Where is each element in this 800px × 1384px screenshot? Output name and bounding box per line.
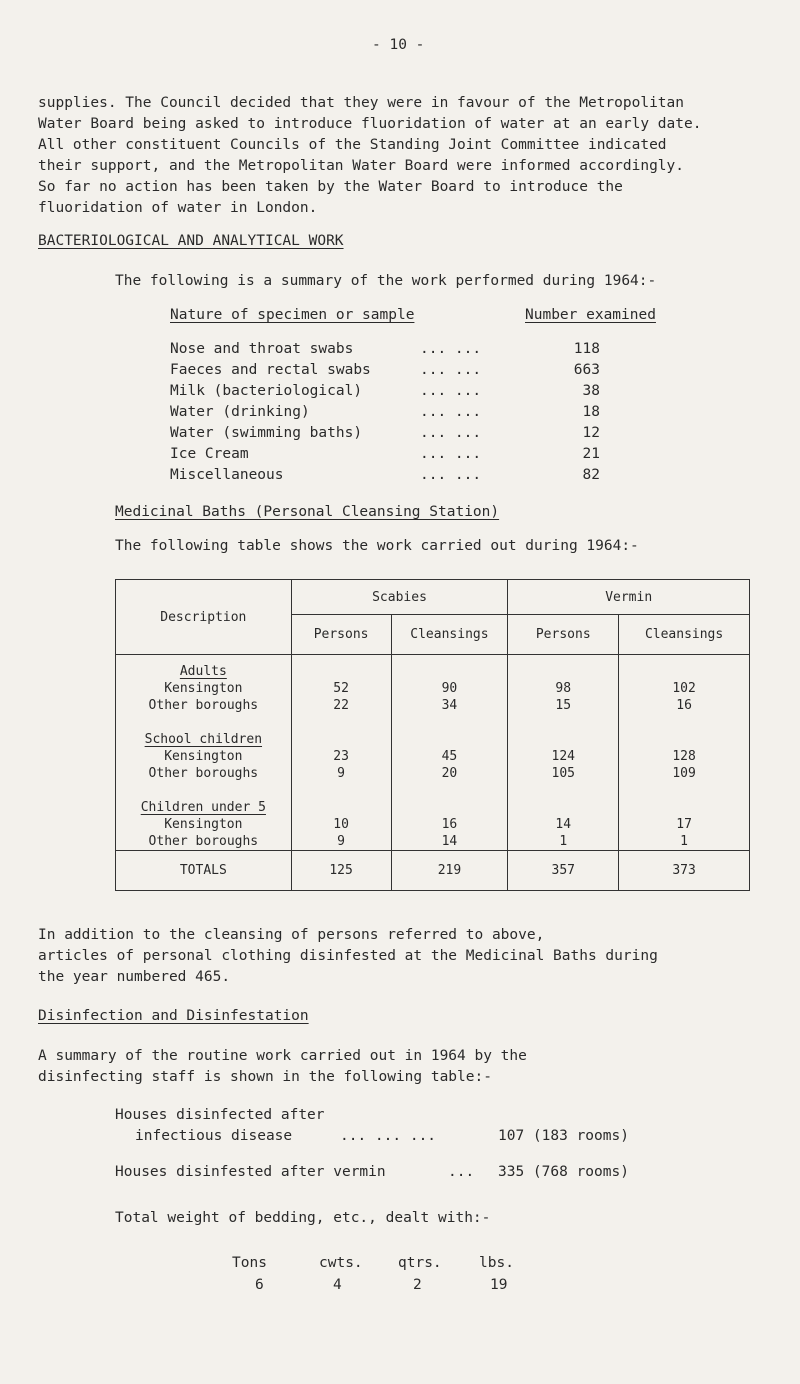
baths-intro: The following table shows the work carried out during 1964:- — [115, 538, 639, 554]
cell-value: 20 — [441, 766, 458, 781]
row-label: Kensington — [164, 817, 243, 832]
page-number: - 10 - — [372, 37, 425, 53]
cell-value: 9 — [337, 766, 345, 781]
cell-value: 16 — [676, 698, 692, 713]
houses-disinfected-label-cont: infectious disease — [135, 1128, 293, 1144]
cell-value: 15 — [555, 698, 572, 713]
specimen-count: 118 — [573, 341, 600, 357]
specimen-name: Miscellaneous — [170, 467, 284, 483]
total-value: 219 — [391, 851, 508, 891]
cell-value: 98 — [555, 681, 572, 696]
scabies-header: Scabies — [291, 580, 508, 615]
total-value: 373 — [619, 851, 750, 891]
houses-disinfected-label: Houses disinfected after — [115, 1107, 325, 1123]
specimen-count: 663 — [573, 362, 600, 378]
nature-column-header: Nature of specimen or sample — [170, 307, 415, 323]
specimen-count: 18 — [582, 404, 600, 420]
leader-dots: ... ... — [420, 341, 482, 357]
weight-unit: Tons — [232, 1255, 267, 1271]
cell-value: 14 — [441, 834, 458, 849]
total-value: 357 — [508, 851, 619, 891]
group-title: School children — [144, 732, 263, 747]
weight-value: 6 — [255, 1277, 264, 1293]
vermin-header: Vermin — [508, 580, 750, 615]
weight-unit: lbs. — [479, 1255, 514, 1271]
group-title: Children under 5 — [140, 800, 266, 815]
number-column-header: Number examined — [525, 307, 656, 323]
disinfection-heading: Disinfection and Disinfestation — [38, 1008, 309, 1024]
leader-dots: ... ... — [420, 404, 482, 420]
vermin-persons-column — [508, 655, 619, 851]
cell-value: 23 — [333, 749, 349, 764]
cell-value: 1 — [559, 834, 568, 849]
specimen-name: Milk (bacteriological) — [170, 383, 363, 399]
cell-value: 124 — [551, 749, 575, 764]
specimen-count: 21 — [582, 446, 600, 462]
weight-value: 4 — [333, 1277, 342, 1293]
houses-disinfected-value: 107 (183 rooms) — [498, 1128, 629, 1144]
row-label: Other boroughs — [148, 834, 259, 849]
specimen-name: Nose and throat swabs — [170, 341, 354, 357]
baths-heading: Medicinal Baths (Personal Cleansing Station) — [115, 504, 500, 520]
leader-dots: ... ... — [420, 383, 482, 399]
cell-value: 1 — [680, 834, 688, 849]
leader-dots: ... ... — [420, 362, 482, 378]
houses-disinfested-label: Houses disinfested after vermin — [115, 1164, 386, 1180]
description-header: Description — [116, 580, 292, 655]
totals-label: TOTALS — [116, 851, 292, 891]
cell-value: 128 — [672, 749, 696, 764]
cell-value: 22 — [333, 698, 349, 713]
weight-unit: qtrs. — [398, 1255, 442, 1271]
specimen-name: Water (drinking) — [170, 404, 310, 420]
vermin-cleansings-header: Cleansings — [619, 615, 750, 655]
specimen-name: Ice Cream — [170, 446, 249, 462]
cell-value: 102 — [672, 681, 696, 696]
cell-value: 9 — [337, 834, 345, 849]
vermin-persons-header: Persons — [508, 615, 619, 655]
vermin-cleansings-column — [619, 655, 750, 851]
bacteriological-intro: The following is a summary of the work performed during 1964:- — [115, 273, 657, 289]
baths-table — [115, 579, 750, 891]
row-label: Other boroughs — [148, 698, 259, 713]
houses-disinfested-value: 335 (768 rooms) — [498, 1164, 629, 1180]
cell-value: 17 — [676, 817, 692, 832]
cell-value: 10 — [333, 817, 349, 832]
total-value: 125 — [291, 851, 391, 891]
cell-value: 109 — [672, 766, 696, 781]
leader-dots: ... ... — [420, 425, 482, 441]
scabies-persons-header: Persons — [291, 615, 391, 655]
specimen-name: Water (swimming baths) — [170, 425, 363, 441]
cell-value: 34 — [441, 698, 458, 713]
cell-value: 45 — [441, 749, 458, 764]
cell-value: 14 — [555, 817, 572, 832]
leader-dots: ... ... — [420, 467, 482, 483]
leader-dots: ... ... ... — [340, 1128, 437, 1144]
bacteriological-heading: BACTERIOLOGICAL AND ANALYTICAL WORK — [38, 233, 344, 249]
addition-paragraph: In addition to the cleansing of persons referred to above, articles of personal clothing disinfested at the Medicinal Baths during the year numbered 465. — [38, 927, 658, 985]
leader-dots: ... ... — [420, 446, 482, 462]
intro-paragraph: supplies. The Council decided that they were in favour of the Metropolitan Water Board being asked to introduce fluoridation of water at an early date. All other constituent Councils of the Standing Joint Committee indicated their support, and the Metropolitan Water Board were informed accordingly. So far no action has been taken by the Water Board to introduce the fluoridation of water in London. — [38, 95, 702, 216]
cell-value: 52 — [333, 681, 349, 696]
specimen-count: 12 — [582, 425, 600, 441]
cell-value: 105 — [551, 766, 575, 781]
leader-dots: ... — [448, 1164, 475, 1180]
specimen-count: 82 — [582, 467, 600, 483]
row-label: Kensington — [164, 681, 243, 696]
cell-value: 90 — [441, 681, 458, 696]
specimen-count: 38 — [582, 383, 600, 399]
scabies-cleansings-header: Cleansings — [391, 615, 508, 655]
description-column — [116, 655, 292, 851]
weight-unit: cwts. — [319, 1255, 363, 1271]
group-title: Adults — [179, 664, 227, 679]
weight-value: 19 — [490, 1277, 508, 1293]
bedding-intro: Total weight of bedding, etc., dealt with:- — [115, 1210, 491, 1226]
row-label: Kensington — [164, 749, 243, 764]
specimen-name: Faeces and rectal swabs — [170, 362, 371, 378]
cell-value: 16 — [441, 817, 458, 832]
scabies-persons-column — [291, 655, 391, 851]
disinfection-intro: A summary of the routine work carried out in 1964 by the disinfecting staff is shown in the following table:- — [38, 1048, 527, 1085]
row-label: Other boroughs — [148, 766, 259, 781]
weight-value: 2 — [413, 1277, 422, 1293]
scabies-cleansings-column — [391, 655, 508, 851]
